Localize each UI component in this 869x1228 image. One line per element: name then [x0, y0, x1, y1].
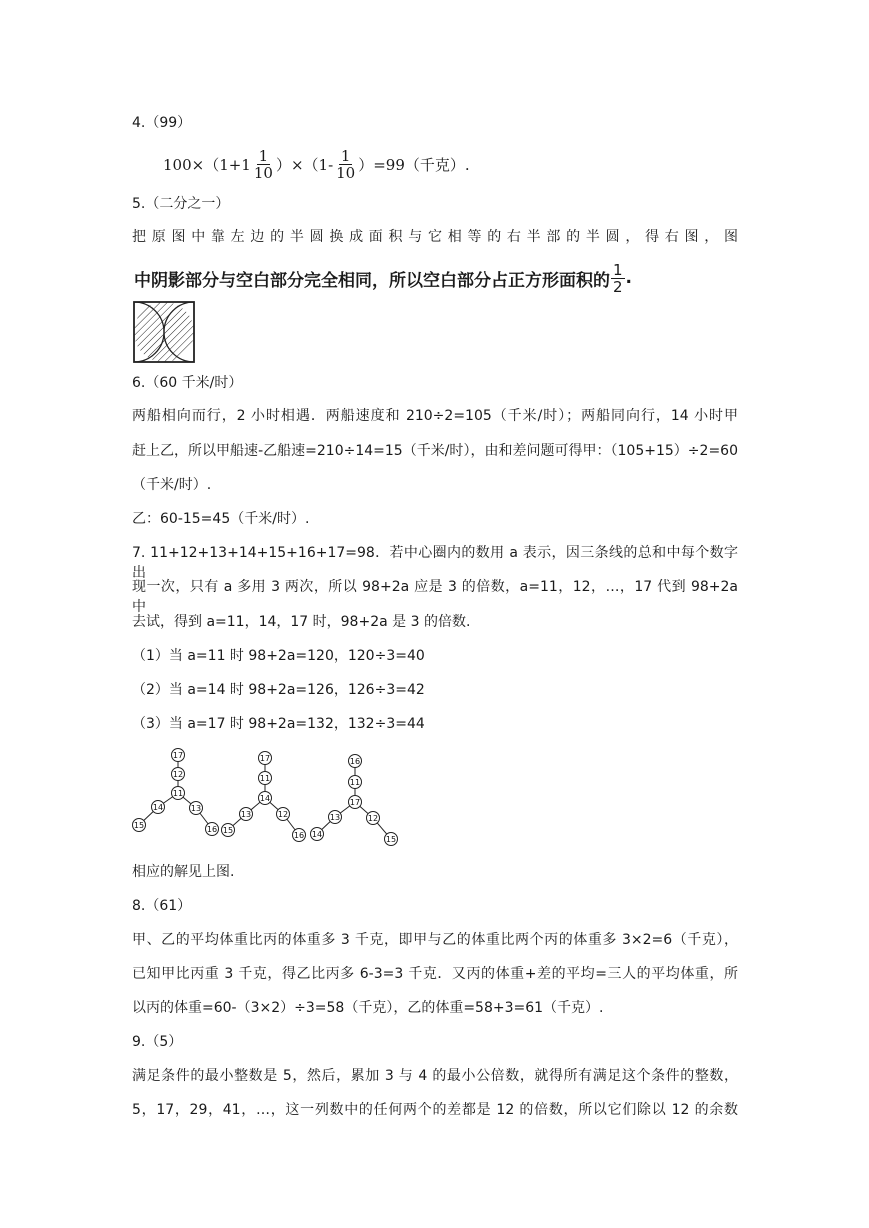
q5-line-1: 把原图中靠左边的半圆换成面积与它相等的右半部的半圆，得右图，图: [132, 229, 738, 245]
formula-part-1: 100×（1+1: [163, 155, 251, 174]
q7-case-2: （2）当 a=14 时 98+2a=126，126÷3=42: [132, 682, 425, 698]
tree-node-label: 16: [206, 825, 218, 834]
q9-line-2: 5，17，29，41，…，这一列数中的任何两个的差都是 12 的倍数，所以它们除以 12 的余数: [132, 1102, 738, 1118]
q8-header: 8.（61）: [132, 898, 192, 914]
q7-line-2: 现一次，只有 a 多用 3 两次，所以 98+2a 应是 3 的倍数，a=11，12，…，17 代到 98+2a 中: [132, 579, 738, 615]
q4-formula: [163, 143, 470, 185]
q7-line-1: 7. 11+12+13+14+15+16+17=98．若中心圈内的数用 a 表示，因三条线的总和中每个数字出: [132, 545, 738, 581]
formula-part-2: ）×（1-: [275, 155, 334, 174]
semicircle-figure: [133, 301, 197, 365]
fraction-one-tenth-a: [252, 148, 275, 181]
q5-line-2-text: 中阴影部分与空白部分完全相同，所以空白部分占正方形面积的: [134, 270, 610, 291]
tree-node-label: 14: [259, 794, 271, 803]
q6-line-1: 两船相向而行，2 小时相遇．两船速度和 210÷2=105（千米/时）；两船同向行，14 小时甲: [132, 408, 738, 424]
q7-case-3: （3）当 a=17 时 98+2a=132，132÷3=44: [132, 716, 425, 732]
number-tree-1: [133, 749, 219, 836]
formula-part-3: ）=99（千克）.: [358, 155, 470, 174]
tree-node-label: 12: [367, 814, 379, 823]
fraction-numerator: 1: [258, 146, 269, 165]
fraction-denominator: 10: [253, 163, 273, 182]
q6-line-2: 赶上乙，所以甲船速-乙船速=210÷14=15（千米/时），由和差问题可得甲：（105+15）÷2=60: [132, 443, 738, 459]
fraction-denominator: 2: [613, 277, 623, 296]
tree-node-label: 11: [349, 778, 361, 787]
q7-case-1: （1）当 a=11 时 98+2a=120，120÷3=40: [132, 648, 425, 664]
tree-node-label: 15: [133, 821, 145, 830]
fraction-one-half: [611, 262, 625, 295]
tree-node-label: 11: [172, 789, 184, 798]
tree-node-label: 16: [293, 831, 305, 840]
number-tree-3: [311, 755, 398, 846]
q8-line-1: 甲、乙的平均体重比丙的体重多 3 千克，即甲与乙的体重比两个丙的体重多 3×2=6（千克），: [132, 932, 738, 948]
fraction-one-tenth-b: [334, 148, 357, 181]
q6-line-4: 乙：60-15=45（千米/时）.: [132, 511, 310, 527]
tree-node-label: 17: [259, 754, 271, 763]
q6-line-3: （千米/时）.: [132, 477, 212, 493]
fraction-numerator: 1: [613, 260, 623, 279]
tree-node-label: 12: [172, 770, 184, 779]
number-tree-2: [222, 752, 306, 842]
q9-line-1: 满足条件的最小整数是 5，然后，累加 3 与 4 的最小公倍数，就得所有满足这个条件的整数，: [132, 1068, 738, 1084]
tree-node-label: 17: [172, 751, 184, 760]
tree-node-label: 11: [259, 774, 271, 783]
fraction-denominator: 10: [336, 163, 356, 182]
q5-header: 5.（二分之一）: [132, 196, 230, 212]
q5-line-2-end: .: [625, 268, 633, 288]
tree-node-label: 14: [311, 830, 323, 839]
number-trees-figure: [128, 745, 408, 850]
q8-line-3: 以丙的体重=60-（3×2）÷3=58（千克），乙的体重=58+3=61（千克）.: [132, 1000, 604, 1016]
tree-node-label: 16: [349, 757, 361, 766]
tree-node-label: 15: [385, 835, 397, 844]
q8-line-2: 已知甲比丙重 3 千克，得乙比丙多 6-3=3 千克．又丙的体重+差的平均=三人的平均体重，所: [132, 966, 738, 982]
tree-node-label: 13: [329, 813, 341, 822]
q4-header: 4.（99）: [132, 115, 192, 131]
fraction-numerator: 1: [340, 146, 351, 165]
tree-node-label: 14: [152, 803, 164, 812]
tree-node-label: 12: [277, 810, 289, 819]
q9-header: 9.（5）: [132, 1034, 183, 1050]
q6-header: 6.（60 千米/时）: [132, 375, 243, 391]
q7-line-3: 去试，得到 a=11，14，17 时，98+2a 是 3 的倍数.: [132, 614, 471, 630]
q5-line-2: [134, 258, 632, 298]
q7-after: 相应的解见上图.: [132, 864, 235, 880]
tree-node-label: 13: [240, 810, 252, 819]
tree-node-label: 15: [222, 826, 234, 835]
tree-node-label: 17: [349, 798, 361, 807]
tree-node-label: 13: [190, 804, 202, 813]
